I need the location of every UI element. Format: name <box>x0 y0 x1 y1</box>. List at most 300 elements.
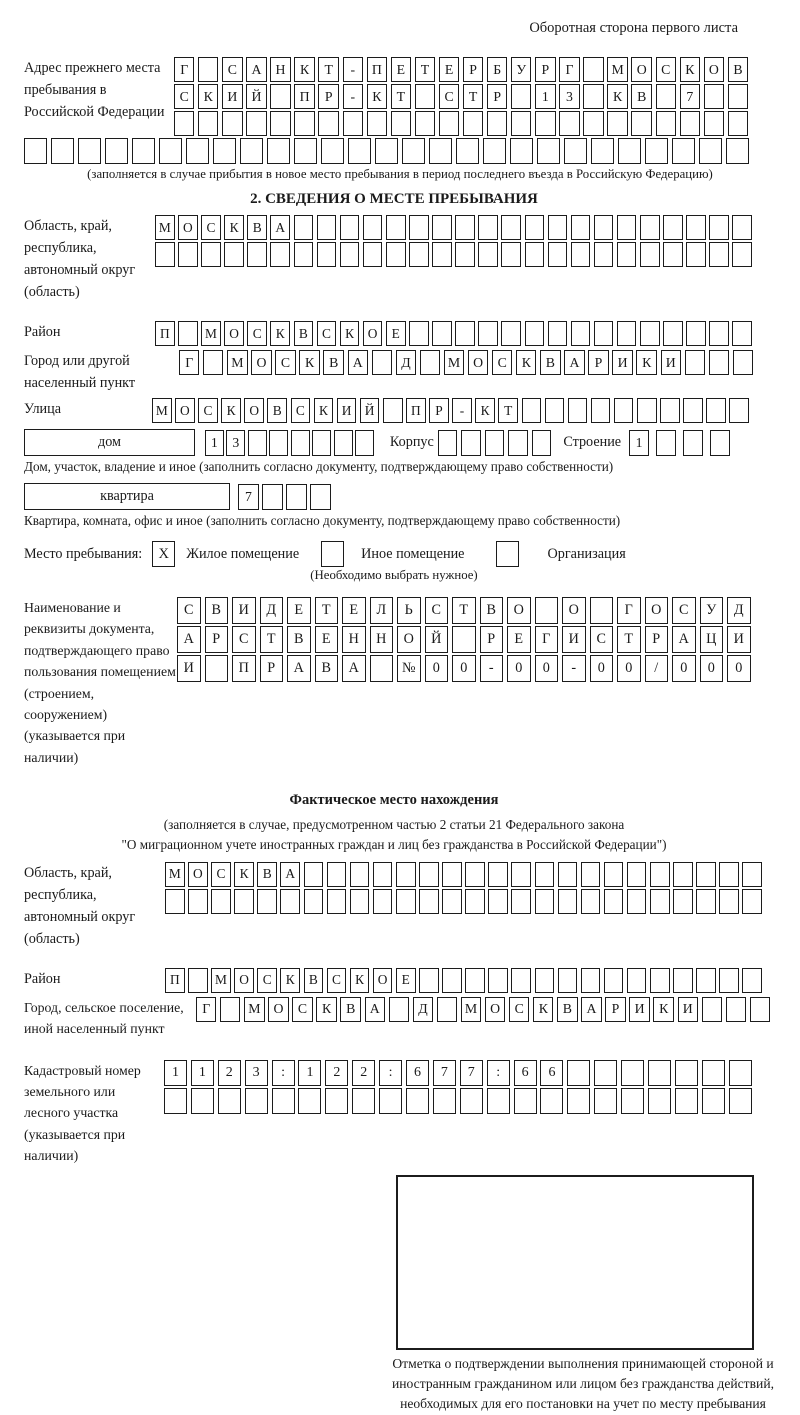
char-cell[interactable]: О <box>645 597 669 624</box>
char-cell[interactable] <box>535 968 555 993</box>
char-cell[interactable] <box>488 889 508 914</box>
char-cell[interactable]: С <box>292 997 312 1022</box>
char-cell[interactable]: / <box>645 655 669 682</box>
char-cell[interactable] <box>732 242 752 267</box>
char-cell[interactable] <box>391 111 411 136</box>
char-cell[interactable] <box>294 215 314 240</box>
char-cell[interactable] <box>704 84 724 109</box>
char-cell[interactable] <box>594 321 614 346</box>
char-cell[interactable]: И <box>222 84 242 109</box>
char-cell[interactable] <box>729 1060 752 1086</box>
char-cell[interactable] <box>350 889 370 914</box>
char-cell[interactable] <box>164 1088 187 1114</box>
char-cell[interactable]: Й <box>425 626 449 653</box>
char-cell[interactable] <box>525 321 545 346</box>
char-cell[interactable]: Р <box>205 626 229 653</box>
char-cell[interactable] <box>269 430 288 456</box>
char-cell[interactable] <box>637 398 657 423</box>
char-cell[interactable] <box>433 1088 456 1114</box>
char-cell[interactable] <box>675 1060 698 1086</box>
char-cell[interactable] <box>673 889 693 914</box>
char-cell[interactable] <box>437 997 457 1022</box>
char-cell[interactable]: В <box>294 321 314 346</box>
char-cell[interactable]: С <box>317 321 337 346</box>
char-cell[interactable]: П <box>165 968 185 993</box>
char-cell[interactable] <box>205 655 229 682</box>
char-cell[interactable]: И <box>337 398 357 423</box>
char-cell[interactable] <box>257 889 277 914</box>
char-cell[interactable]: К <box>533 997 553 1022</box>
char-cell[interactable] <box>478 215 498 240</box>
char-cell[interactable]: К <box>340 321 360 346</box>
char-cell[interactable] <box>174 111 194 136</box>
char-cell[interactable]: О <box>244 398 264 423</box>
char-cell[interactable]: П <box>232 655 256 682</box>
char-cell[interactable]: Р <box>429 398 449 423</box>
char-cell[interactable] <box>455 321 475 346</box>
char-cell[interactable] <box>699 138 722 164</box>
char-cell[interactable] <box>375 138 398 164</box>
char-cell[interactable] <box>522 398 542 423</box>
char-cell[interactable] <box>709 350 729 375</box>
char-cell[interactable]: 0 <box>727 655 751 682</box>
char-cell[interactable]: К <box>234 862 254 887</box>
char-cell[interactable]: А <box>287 655 311 682</box>
char-cell[interactable]: - <box>343 57 363 82</box>
char-cell[interactable] <box>680 111 700 136</box>
char-cell[interactable]: 0 <box>452 655 476 682</box>
char-cell[interactable] <box>406 1088 429 1114</box>
char-cell[interactable] <box>663 321 683 346</box>
char-cell[interactable] <box>732 215 752 240</box>
char-cell[interactable] <box>465 889 485 914</box>
char-cell[interactable]: Д <box>260 597 284 624</box>
char-cell[interactable] <box>656 111 676 136</box>
char-cell[interactable] <box>350 862 370 887</box>
char-cell[interactable]: 2 <box>352 1060 375 1086</box>
char-cell[interactable]: О <box>397 626 421 653</box>
char-cell[interactable]: А <box>348 350 368 375</box>
char-cell[interactable] <box>627 862 647 887</box>
char-cell[interactable] <box>501 321 521 346</box>
char-cell[interactable] <box>511 111 531 136</box>
char-cell[interactable] <box>442 889 462 914</box>
char-cell[interactable]: 6 <box>540 1060 563 1086</box>
char-cell[interactable] <box>617 321 637 346</box>
char-cell[interactable]: К <box>224 215 244 240</box>
char-cell[interactable]: 1 <box>205 430 224 456</box>
char-cell[interactable]: № <box>397 655 421 682</box>
char-cell[interactable] <box>564 138 587 164</box>
char-cell[interactable]: В <box>267 398 287 423</box>
char-cell[interactable]: Р <box>463 57 483 82</box>
char-cell[interactable] <box>696 968 716 993</box>
char-cell[interactable] <box>672 138 695 164</box>
char-cell[interactable] <box>234 889 254 914</box>
char-cell[interactable]: : <box>379 1060 402 1086</box>
char-cell[interactable] <box>317 215 337 240</box>
char-cell[interactable] <box>709 215 729 240</box>
char-cell[interactable] <box>178 242 198 267</box>
char-cell[interactable] <box>132 138 155 164</box>
char-cell[interactable] <box>483 138 506 164</box>
char-cell[interactable]: Г <box>179 350 199 375</box>
char-cell[interactable]: И <box>232 597 256 624</box>
char-cell[interactable] <box>379 1088 402 1114</box>
char-cell[interactable] <box>488 968 508 993</box>
char-cell[interactable] <box>247 242 267 267</box>
char-cell[interactable]: П <box>406 398 426 423</box>
char-cell[interactable]: П <box>367 57 387 82</box>
char-cell[interactable] <box>537 138 560 164</box>
char-cell[interactable] <box>409 215 429 240</box>
char-cell[interactable]: И <box>177 655 201 682</box>
char-cell[interactable]: 7 <box>238 484 259 510</box>
char-cell[interactable]: С <box>247 321 267 346</box>
char-cell[interactable] <box>656 430 676 456</box>
char-cell[interactable]: 3 <box>226 430 245 456</box>
char-cell[interactable] <box>105 138 128 164</box>
char-cell[interactable] <box>452 626 476 653</box>
char-cell[interactable]: О <box>224 321 244 346</box>
char-cell[interactable] <box>510 138 533 164</box>
char-cell[interactable]: С <box>201 215 221 240</box>
char-cell[interactable] <box>487 111 507 136</box>
char-cell[interactable] <box>650 889 670 914</box>
char-cell[interactable]: К <box>314 398 334 423</box>
char-cell[interactable] <box>650 968 670 993</box>
char-cell[interactable]: В <box>247 215 267 240</box>
char-cell[interactable]: Е <box>342 597 366 624</box>
char-cell[interactable] <box>511 968 531 993</box>
char-cell[interactable]: К <box>299 350 319 375</box>
char-cell[interactable] <box>78 138 101 164</box>
char-cell[interactable]: - <box>452 398 472 423</box>
char-cell[interactable]: О <box>485 997 505 1022</box>
char-cell[interactable]: К <box>280 968 300 993</box>
char-cell[interactable] <box>706 398 726 423</box>
char-cell[interactable]: М <box>152 398 172 423</box>
char-cell[interactable]: 1 <box>191 1060 214 1086</box>
char-cell[interactable]: А <box>672 626 696 653</box>
char-cell[interactable] <box>188 968 208 993</box>
char-cell[interactable] <box>591 398 611 423</box>
stay-type-checkbox-organization[interactable] <box>496 541 519 567</box>
char-cell[interactable] <box>501 242 521 267</box>
char-cell[interactable] <box>660 398 680 423</box>
char-cell[interactable]: К <box>607 84 627 109</box>
char-cell[interactable] <box>742 968 762 993</box>
char-cell[interactable] <box>340 242 360 267</box>
char-cell[interactable]: Р <box>605 997 625 1022</box>
char-cell[interactable]: И <box>661 350 681 375</box>
char-cell[interactable]: В <box>557 997 577 1022</box>
char-cell[interactable] <box>262 484 283 510</box>
char-cell[interactable]: О <box>251 350 271 375</box>
char-cell[interactable] <box>291 430 310 456</box>
stay-type-checkbox-residential[interactable]: X <box>152 541 175 567</box>
char-cell[interactable] <box>222 111 242 136</box>
char-cell[interactable] <box>419 889 439 914</box>
char-cell[interactable]: Г <box>535 626 559 653</box>
char-cell[interactable] <box>409 321 429 346</box>
char-cell[interactable]: О <box>178 215 198 240</box>
char-cell[interactable]: С <box>177 597 201 624</box>
char-cell[interactable] <box>198 111 218 136</box>
char-cell[interactable] <box>220 997 240 1022</box>
char-cell[interactable]: Р <box>487 84 507 109</box>
char-cell[interactable] <box>511 862 531 887</box>
char-cell[interactable]: К <box>680 57 700 82</box>
char-cell[interactable]: А <box>270 215 290 240</box>
char-cell[interactable] <box>583 111 603 136</box>
char-cell[interactable] <box>535 862 555 887</box>
char-cell[interactable]: И <box>612 350 632 375</box>
char-cell[interactable] <box>373 862 393 887</box>
char-cell[interactable]: - <box>562 655 586 682</box>
char-cell[interactable] <box>355 430 374 456</box>
char-cell[interactable]: Р <box>318 84 338 109</box>
char-cell[interactable] <box>511 84 531 109</box>
char-cell[interactable] <box>702 1060 725 1086</box>
char-cell[interactable]: Т <box>498 398 518 423</box>
char-cell[interactable]: 6 <box>406 1060 429 1086</box>
char-cell[interactable]: О <box>631 57 651 82</box>
char-cell[interactable] <box>571 215 591 240</box>
char-cell[interactable]: 1 <box>629 430 649 456</box>
char-cell[interactable] <box>178 321 198 346</box>
char-cell[interactable]: 0 <box>672 655 696 682</box>
char-cell[interactable] <box>732 321 752 346</box>
char-cell[interactable]: Т <box>318 57 338 82</box>
char-cell[interactable] <box>663 242 683 267</box>
char-cell[interactable] <box>686 215 706 240</box>
char-cell[interactable]: К <box>653 997 673 1022</box>
char-cell[interactable]: С <box>291 398 311 423</box>
char-cell[interactable] <box>432 321 452 346</box>
char-cell[interactable] <box>618 138 641 164</box>
char-cell[interactable]: И <box>727 626 751 653</box>
char-cell[interactable]: А <box>365 997 385 1022</box>
char-cell[interactable]: 3 <box>245 1060 268 1086</box>
char-cell[interactable]: С <box>425 597 449 624</box>
char-cell[interactable]: Г <box>559 57 579 82</box>
char-cell[interactable] <box>696 889 716 914</box>
char-cell[interactable] <box>558 889 578 914</box>
char-cell[interactable]: В <box>340 997 360 1022</box>
char-cell[interactable] <box>719 968 739 993</box>
char-cell[interactable] <box>327 862 347 887</box>
char-cell[interactable] <box>325 1088 348 1114</box>
char-cell[interactable]: И <box>562 626 586 653</box>
char-cell[interactable]: 1 <box>298 1060 321 1086</box>
char-cell[interactable] <box>372 350 392 375</box>
char-cell[interactable] <box>211 889 231 914</box>
char-cell[interactable] <box>627 889 647 914</box>
char-cell[interactable]: С <box>656 57 676 82</box>
char-cell[interactable] <box>304 862 324 887</box>
char-cell[interactable] <box>532 430 552 456</box>
char-cell[interactable]: М <box>244 997 264 1022</box>
char-cell[interactable]: С <box>222 57 242 82</box>
char-cell[interactable] <box>294 111 314 136</box>
char-cell[interactable] <box>294 242 314 267</box>
char-cell[interactable] <box>604 889 624 914</box>
char-cell[interactable] <box>24 138 47 164</box>
char-cell[interactable] <box>248 430 267 456</box>
char-cell[interactable]: М <box>155 215 175 240</box>
char-cell[interactable]: Б <box>487 57 507 82</box>
char-cell[interactable] <box>310 484 331 510</box>
char-cell[interactable] <box>363 242 383 267</box>
char-cell[interactable]: О <box>507 597 531 624</box>
char-cell[interactable]: С <box>672 597 696 624</box>
char-cell[interactable]: А <box>177 626 201 653</box>
char-cell[interactable] <box>340 215 360 240</box>
char-cell[interactable]: Д <box>413 997 433 1022</box>
char-cell[interactable]: 2 <box>218 1060 241 1086</box>
char-cell[interactable]: В <box>540 350 560 375</box>
char-cell[interactable] <box>750 997 770 1022</box>
char-cell[interactable] <box>198 57 218 82</box>
char-cell[interactable] <box>465 862 485 887</box>
char-cell[interactable]: О <box>363 321 383 346</box>
char-cell[interactable]: К <box>516 350 536 375</box>
char-cell[interactable]: К <box>367 84 387 109</box>
char-cell[interactable]: П <box>155 321 175 346</box>
char-cell[interactable]: С <box>439 84 459 109</box>
char-cell[interactable] <box>386 242 406 267</box>
char-cell[interactable]: В <box>728 57 748 82</box>
char-cell[interactable]: Е <box>439 57 459 82</box>
char-cell[interactable] <box>568 398 588 423</box>
char-cell[interactable] <box>742 889 762 914</box>
char-cell[interactable] <box>419 862 439 887</box>
char-cell[interactable] <box>594 242 614 267</box>
char-cell[interactable]: К <box>475 398 495 423</box>
char-cell[interactable] <box>617 215 637 240</box>
char-cell[interactable] <box>535 889 555 914</box>
char-cell[interactable]: В <box>480 597 504 624</box>
char-cell[interactable]: К <box>350 968 370 993</box>
char-cell[interactable]: 0 <box>617 655 641 682</box>
char-cell[interactable]: Р <box>588 350 608 375</box>
char-cell[interactable]: А <box>581 997 601 1022</box>
char-cell[interactable] <box>581 862 601 887</box>
char-cell[interactable] <box>559 111 579 136</box>
char-cell[interactable] <box>675 1088 698 1114</box>
char-cell[interactable] <box>640 242 660 267</box>
char-cell[interactable] <box>631 111 651 136</box>
char-cell[interactable] <box>604 968 624 993</box>
char-cell[interactable] <box>614 398 634 423</box>
char-cell[interactable]: П <box>294 84 314 109</box>
char-cell[interactable]: 0 <box>425 655 449 682</box>
char-cell[interactable] <box>386 215 406 240</box>
char-cell[interactable] <box>267 138 290 164</box>
char-cell[interactable] <box>245 1088 268 1114</box>
char-cell[interactable]: Л <box>370 597 394 624</box>
char-cell[interactable]: С <box>492 350 512 375</box>
char-cell[interactable] <box>432 215 452 240</box>
char-cell[interactable] <box>548 215 568 240</box>
char-cell[interactable]: Ц <box>700 626 724 653</box>
char-cell[interactable]: : <box>487 1060 510 1086</box>
char-cell[interactable] <box>438 430 458 456</box>
char-cell[interactable]: Г <box>617 597 641 624</box>
char-cell[interactable] <box>683 430 703 456</box>
char-cell[interactable]: М <box>607 57 627 82</box>
char-cell[interactable] <box>367 111 387 136</box>
char-cell[interactable]: 3 <box>559 84 579 109</box>
char-cell[interactable] <box>396 889 416 914</box>
char-cell[interactable] <box>540 1088 563 1114</box>
char-cell[interactable]: К <box>316 997 336 1022</box>
char-cell[interactable] <box>402 138 425 164</box>
char-cell[interactable] <box>270 84 290 109</box>
char-cell[interactable] <box>709 242 729 267</box>
char-cell[interactable] <box>455 215 475 240</box>
char-cell[interactable] <box>648 1088 671 1114</box>
char-cell[interactable]: У <box>700 597 724 624</box>
char-cell[interactable] <box>545 398 565 423</box>
char-cell[interactable] <box>571 242 591 267</box>
char-cell[interactable] <box>280 889 300 914</box>
char-cell[interactable] <box>719 862 739 887</box>
char-cell[interactable]: Р <box>535 57 555 82</box>
char-cell[interactable]: С <box>275 350 295 375</box>
char-cell[interactable] <box>429 138 452 164</box>
char-cell[interactable] <box>709 321 729 346</box>
char-cell[interactable] <box>465 968 485 993</box>
char-cell[interactable] <box>298 1088 321 1114</box>
char-cell[interactable] <box>352 1088 375 1114</box>
char-cell[interactable] <box>742 862 762 887</box>
char-cell[interactable] <box>363 215 383 240</box>
char-cell[interactable] <box>317 242 337 267</box>
char-cell[interactable] <box>685 350 705 375</box>
char-cell[interactable]: Е <box>315 626 339 653</box>
char-cell[interactable] <box>673 968 693 993</box>
char-cell[interactable] <box>487 1088 510 1114</box>
char-cell[interactable]: Р <box>480 626 504 653</box>
char-cell[interactable] <box>51 138 74 164</box>
char-cell[interactable] <box>648 1060 671 1086</box>
char-cell[interactable]: О <box>468 350 488 375</box>
char-cell[interactable]: Т <box>260 626 284 653</box>
char-cell[interactable]: У <box>511 57 531 82</box>
char-cell[interactable]: 0 <box>700 655 724 682</box>
char-cell[interactable] <box>201 242 221 267</box>
char-cell[interactable]: М <box>461 997 481 1022</box>
char-cell[interactable]: Г <box>174 57 194 82</box>
char-cell[interactable] <box>327 889 347 914</box>
char-cell[interactable]: Н <box>270 57 290 82</box>
char-cell[interactable] <box>583 57 603 82</box>
char-cell[interactable] <box>607 111 627 136</box>
char-cell[interactable]: К <box>270 321 290 346</box>
char-cell[interactable] <box>455 242 475 267</box>
char-cell[interactable] <box>733 350 753 375</box>
char-cell[interactable]: 0 <box>590 655 614 682</box>
char-cell[interactable]: М <box>444 350 464 375</box>
char-cell[interactable] <box>463 111 483 136</box>
char-cell[interactable]: М <box>165 862 185 887</box>
char-cell[interactable]: К <box>294 57 314 82</box>
char-cell[interactable]: А <box>280 862 300 887</box>
char-cell[interactable]: Т <box>452 597 476 624</box>
char-cell[interactable]: С <box>198 398 218 423</box>
